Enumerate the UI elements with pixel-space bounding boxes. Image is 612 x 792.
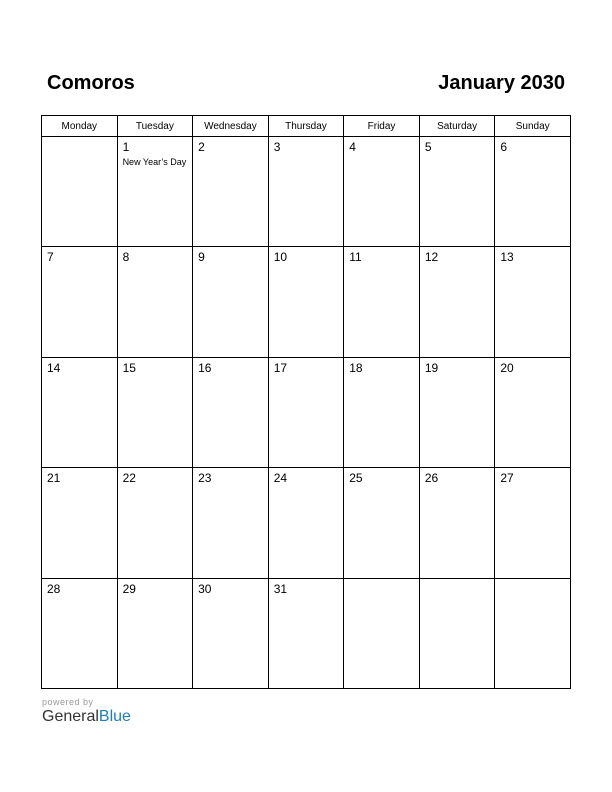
day-number: 23 xyxy=(198,471,212,486)
day-number: 14 xyxy=(47,360,61,375)
day-cell xyxy=(344,137,420,247)
day-number: 30 xyxy=(198,581,212,596)
day-cell xyxy=(117,137,193,247)
day-cell xyxy=(193,137,269,247)
day-cell xyxy=(419,468,495,578)
day-cell xyxy=(268,468,344,578)
weekday-header: Friday xyxy=(344,116,420,137)
weekday-header-row xyxy=(42,116,571,137)
day-number xyxy=(420,579,495,582)
day-number: 3 xyxy=(273,140,281,154)
calendar-grid xyxy=(41,115,571,689)
day-number: 6 xyxy=(500,140,508,154)
day-cell xyxy=(268,578,344,688)
day-number: 4 xyxy=(349,140,356,154)
day-cell xyxy=(193,468,269,578)
day-number: 9 xyxy=(198,250,205,265)
day-number: 15 xyxy=(122,360,136,375)
day-cell xyxy=(42,357,118,467)
day-cell xyxy=(42,468,118,578)
day-number: 27 xyxy=(500,471,514,486)
day-cell xyxy=(268,247,344,357)
day-number: 18 xyxy=(349,360,363,375)
day-cell xyxy=(419,137,495,247)
day-cell xyxy=(117,468,193,578)
day-number: 1 xyxy=(122,140,130,154)
weekday-header: Saturday xyxy=(419,116,495,137)
weekday-header: Sunday xyxy=(495,116,571,137)
powered-by-text: powered by xyxy=(42,697,94,707)
day-cell xyxy=(193,578,269,688)
day-cell xyxy=(117,357,193,467)
day-cell xyxy=(495,137,571,247)
brand-blue-text: Blue xyxy=(98,708,131,725)
day-number: 12 xyxy=(424,250,439,265)
weekday-header: Tuesday xyxy=(117,116,193,137)
day-number: 28 xyxy=(47,581,61,596)
day-cell xyxy=(268,137,344,247)
weekday-header: Monday xyxy=(42,116,118,137)
month-year-title: January 2030 xyxy=(438,72,565,94)
day-cell xyxy=(117,247,193,357)
holiday-label: New Year’s Day xyxy=(122,157,187,167)
day-cell xyxy=(193,247,269,357)
day-number: 7 xyxy=(47,250,54,265)
week-row xyxy=(42,578,571,688)
day-number: 10 xyxy=(273,250,288,265)
day-cell xyxy=(495,468,571,578)
day-cell xyxy=(495,578,571,688)
day-number: 19 xyxy=(424,360,439,375)
day-number: 31 xyxy=(273,581,288,596)
day-number: 22 xyxy=(122,471,136,486)
day-number: 11 xyxy=(349,250,362,265)
day-number: 13 xyxy=(500,250,514,265)
day-cell xyxy=(419,578,495,688)
day-number: 8 xyxy=(122,250,130,265)
day-cell xyxy=(193,357,269,467)
week-row xyxy=(42,247,571,357)
day-number xyxy=(495,579,570,582)
weekday-header: Wednesday xyxy=(193,116,269,137)
day-cell xyxy=(268,357,344,467)
day-number: 25 xyxy=(349,471,363,486)
week-row xyxy=(42,137,571,247)
day-number: 21 xyxy=(47,471,61,486)
day-number: 24 xyxy=(273,471,288,486)
day-cell xyxy=(495,247,571,357)
day-cell xyxy=(344,357,420,467)
brand-general-text: General xyxy=(42,708,99,725)
day-cell xyxy=(344,247,420,357)
country-title: Comoros xyxy=(47,72,135,94)
day-cell xyxy=(42,137,118,247)
day-cell xyxy=(42,247,118,357)
day-number: 26 xyxy=(424,471,439,486)
day-cell xyxy=(344,468,420,578)
day-cell xyxy=(42,578,118,688)
day-cell xyxy=(419,247,495,357)
day-number: 5 xyxy=(424,140,432,154)
day-number xyxy=(42,137,117,140)
day-cell xyxy=(344,578,420,688)
day-number xyxy=(344,579,419,582)
week-row xyxy=(42,357,571,467)
day-number: 2 xyxy=(198,140,205,154)
brand-footer xyxy=(42,697,131,726)
day-number: 17 xyxy=(273,360,288,375)
day-cell xyxy=(419,357,495,467)
day-number: 20 xyxy=(500,360,514,375)
day-number: 29 xyxy=(122,581,136,596)
week-row xyxy=(42,468,571,578)
brand-logo xyxy=(42,708,131,726)
day-cell xyxy=(117,578,193,688)
weekday-header: Thursday xyxy=(268,116,344,137)
day-cell xyxy=(495,357,571,467)
day-number: 16 xyxy=(198,360,212,375)
